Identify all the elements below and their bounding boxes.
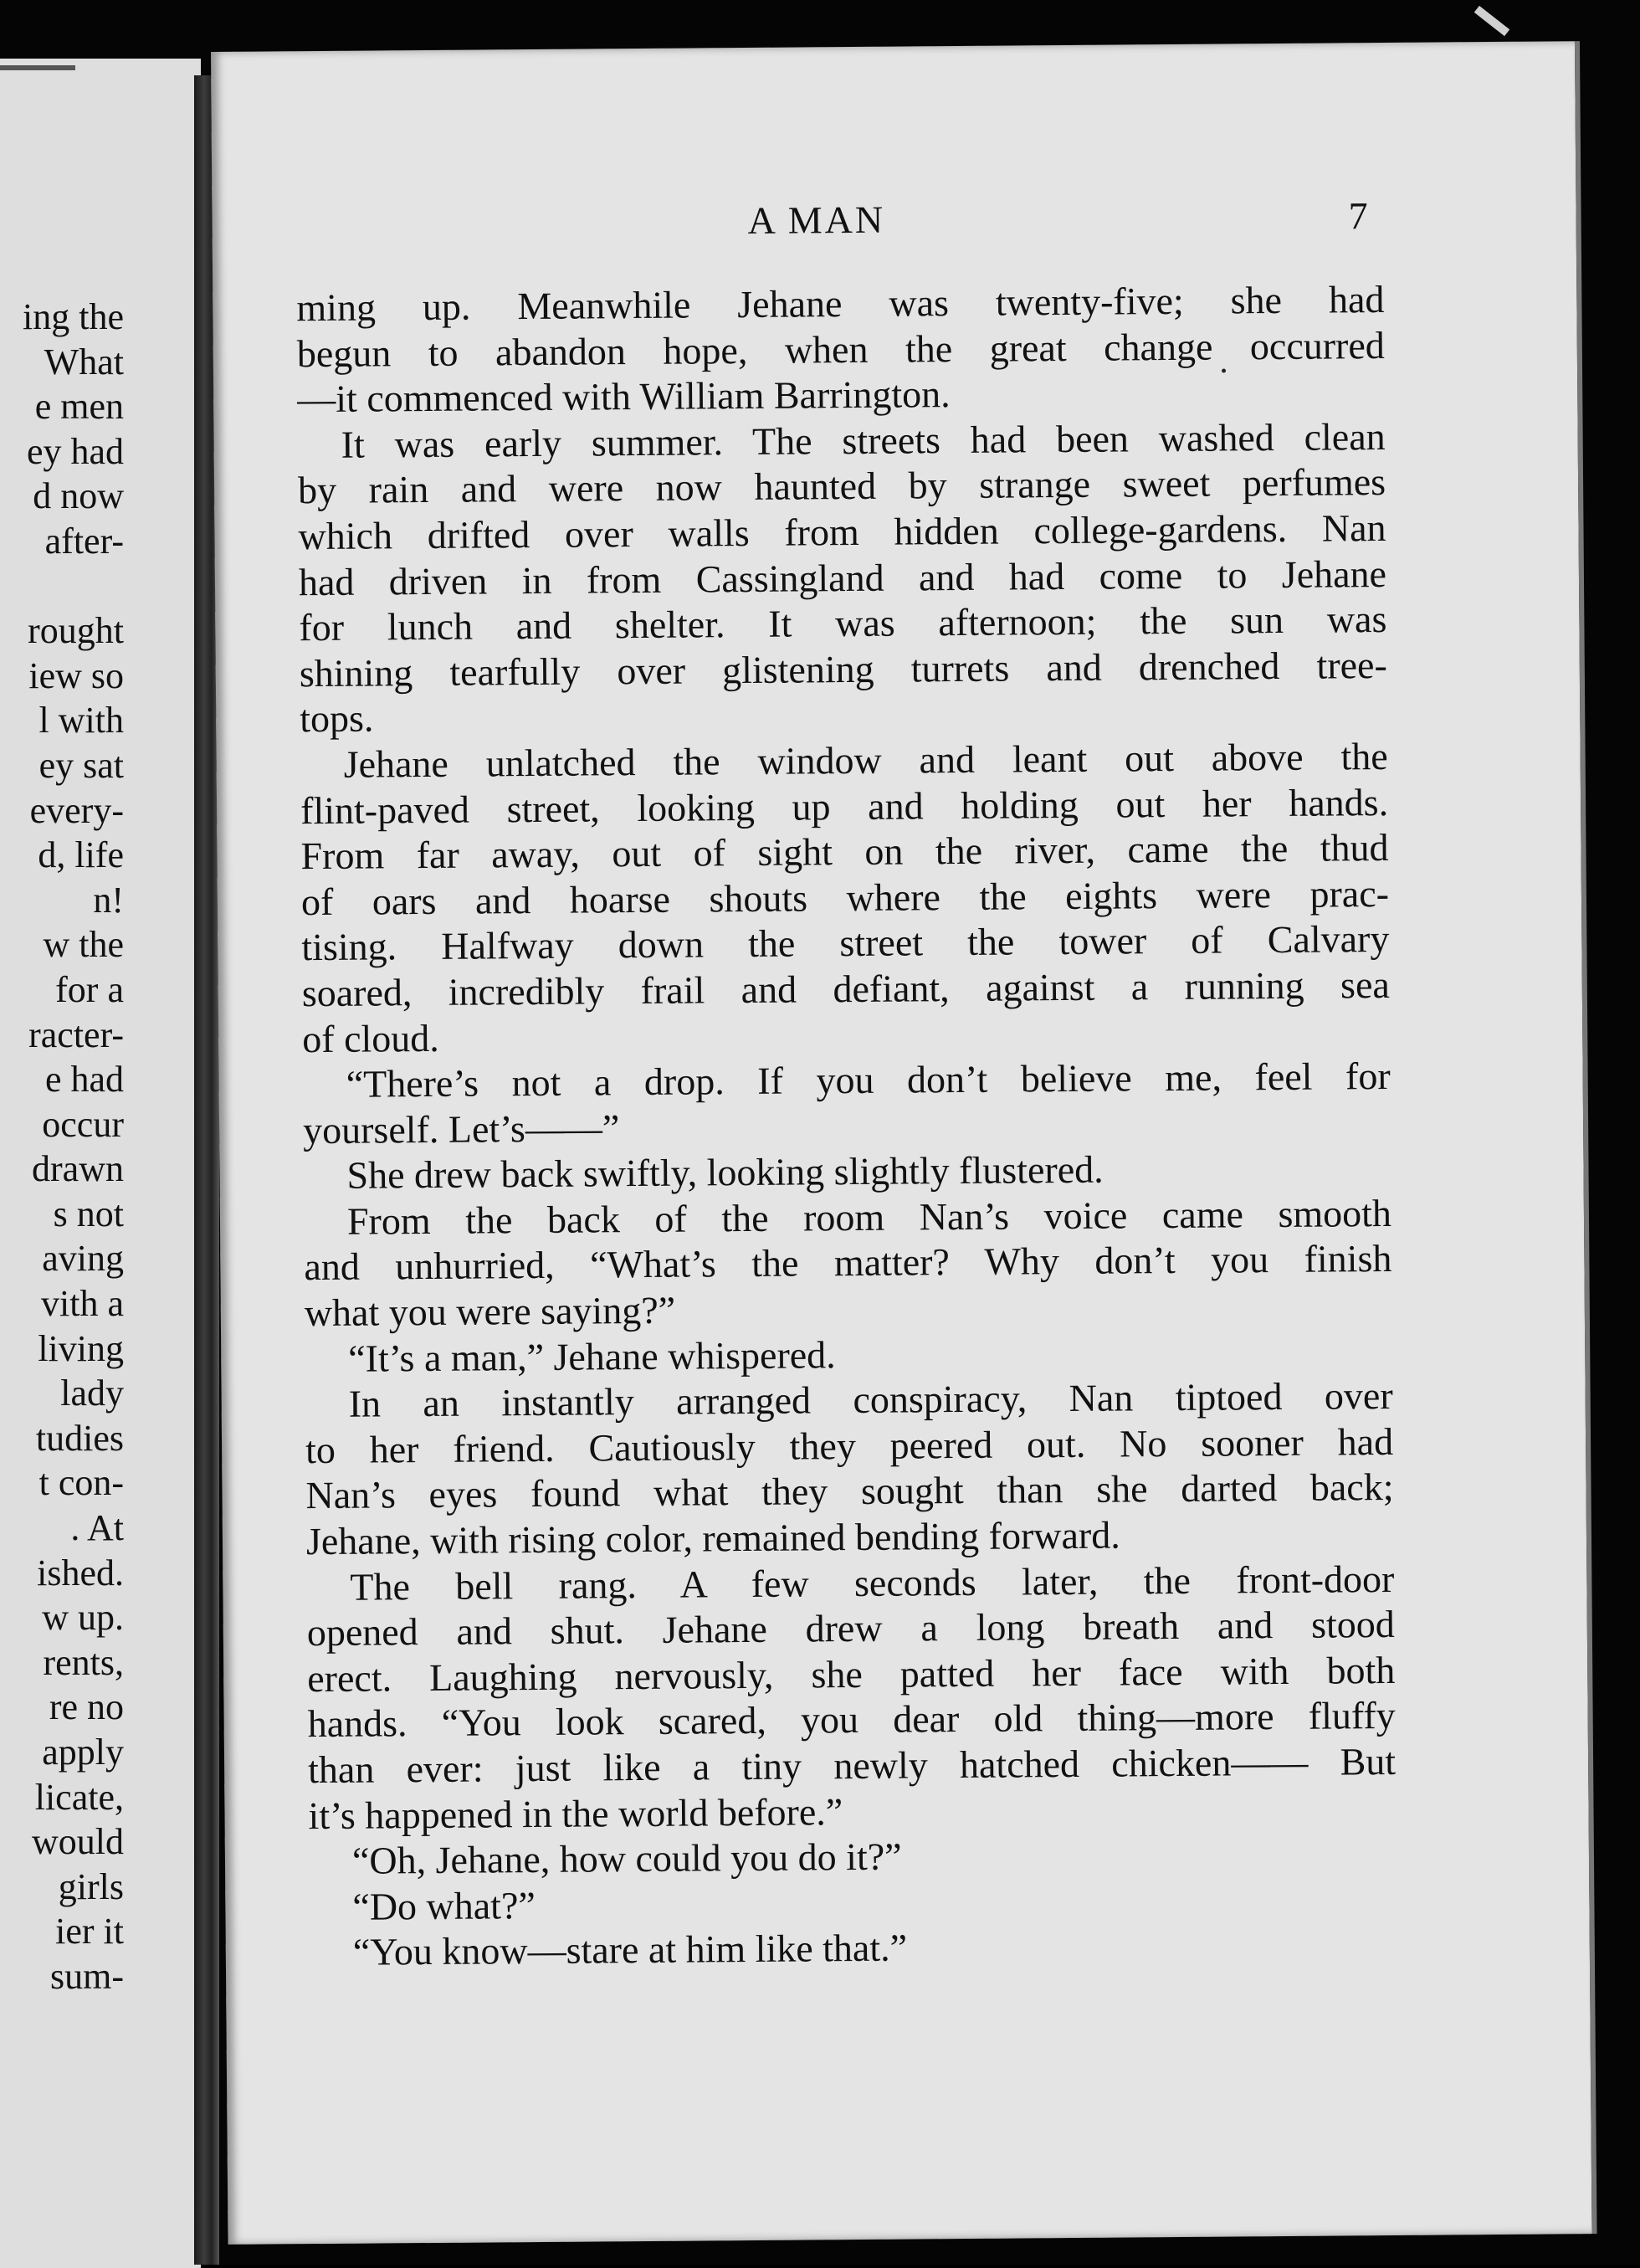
text-line: —it commenced with William Barrington. bbox=[297, 372, 951, 421]
previous-page-line: n! bbox=[93, 879, 124, 921]
previous-page-line: . At bbox=[70, 1507, 124, 1549]
previous-page-line: girls bbox=[58, 1865, 124, 1907]
text-line: ming up. Meanwhile Jehane was twenty-five; she had bbox=[296, 277, 1385, 330]
previous-page-line: would bbox=[32, 1821, 124, 1863]
text-line: Nan’s eyes found what they sought than she darted back; bbox=[305, 1465, 1394, 1517]
text-line: “You know—stare at him like that.” bbox=[352, 1926, 908, 1974]
text-line: by rain and were now haunted by strange sweet perfumes bbox=[297, 460, 1386, 512]
text-line: From far away, out of sight on the river, came the thud bbox=[300, 826, 1389, 878]
text-line: and unhurried, “What’s the matter? Why don’t you finish bbox=[304, 1237, 1392, 1289]
previous-page-line: drawn bbox=[32, 1148, 124, 1190]
body-text bbox=[296, 277, 1397, 1976]
previous-page-line: occur bbox=[42, 1103, 124, 1145]
text-line: of oars and hoarse shouts where the eights were prac- bbox=[300, 871, 1390, 923]
previous-page-fragment bbox=[0, 59, 201, 2268]
running-head: A MAN bbox=[747, 198, 886, 242]
previous-page-line: What bbox=[44, 341, 124, 382]
previous-page-line: vith a bbox=[41, 1283, 124, 1325]
text-line: flint-paved street, looking up and holding out her hands. bbox=[300, 780, 1389, 832]
text-line: Jehane unlatched the window and leant out above the bbox=[343, 734, 1388, 786]
previous-page-line: ished. bbox=[37, 1552, 124, 1593]
text-line: yourself. Let’s——” bbox=[302, 1106, 620, 1152]
previous-page-line: l with bbox=[38, 700, 124, 741]
previous-page-line: racter- bbox=[28, 1013, 124, 1055]
text-line: She drew back swiftly, looking slightly flustered. bbox=[346, 1147, 1104, 1198]
text-line: It was early summer. The streets had been washed clean bbox=[341, 414, 1386, 466]
previous-page-line bbox=[23, 564, 124, 609]
text-line: shining tearfully over glistening turrets and drenched tree- bbox=[299, 643, 1387, 695]
text-line: In an instantly arranged conspiracy, Nan tiptoed over bbox=[348, 1374, 1393, 1426]
previous-page-line: w the bbox=[43, 924, 124, 966]
previous-page-line: iew so bbox=[28, 654, 124, 696]
previous-page-line: ier it bbox=[55, 1911, 124, 1952]
text-line: “There’s not a drop. If you don’t believe me, feel for bbox=[346, 1054, 1391, 1106]
previous-page-line: sum- bbox=[50, 1955, 124, 1997]
previous-page-line: ing the bbox=[23, 296, 124, 337]
text-line: which drifted over walls from hidden college-gardens. Nan bbox=[298, 505, 1386, 558]
previous-page-line: re no bbox=[49, 1686, 124, 1728]
previous-page-line: every- bbox=[29, 789, 124, 831]
previous-page-rule bbox=[0, 65, 75, 70]
previous-page-text bbox=[23, 295, 124, 1999]
previous-page-line: apply bbox=[42, 1732, 124, 1773]
text-line: than ever: just like a tiny newly hatched chicken—— But bbox=[307, 1739, 1397, 1792]
previous-page-line: for a bbox=[55, 968, 124, 1010]
text-line: “Oh, Jehane, how could you do it?” bbox=[351, 1834, 902, 1882]
text-line: of cloud. bbox=[302, 1016, 439, 1060]
previous-page-line: ey had bbox=[26, 430, 124, 472]
book-page bbox=[211, 41, 1592, 2245]
previous-page-line: tudies bbox=[35, 1417, 124, 1459]
text-line: to her friend. Cautiously they peered out. No sooner had bbox=[305, 1419, 1394, 1472]
previous-page-line: living bbox=[38, 1327, 124, 1369]
previous-page-line: d now bbox=[33, 475, 124, 517]
previous-page-line: licate, bbox=[34, 1776, 124, 1818]
text-line: for lunch and shelter. It was afternoon; the sun was bbox=[299, 598, 1387, 649]
text-line: “It’s a man,” Jehane whispered. bbox=[348, 1332, 836, 1380]
previous-page-line: ey sat bbox=[38, 744, 124, 786]
previous-page-line: s not bbox=[53, 1193, 124, 1234]
text-line: it’s happened in the world before.” bbox=[308, 1789, 843, 1837]
previous-page-line: e had bbox=[44, 1059, 124, 1101]
text-line: From the back of the room Nan’s voice came smooth bbox=[346, 1191, 1392, 1243]
text-line: hands. “You look scared, you dear old thing—more fluffy bbox=[307, 1694, 1396, 1746]
previous-page-line: rought bbox=[28, 610, 124, 652]
previous-page-line: w up. bbox=[42, 1597, 124, 1639]
previous-page-line: aving bbox=[42, 1238, 124, 1280]
previous-page-line: rents, bbox=[43, 1641, 124, 1683]
text-line: tising. Halfway down the street the tower of Calvary bbox=[301, 917, 1390, 969]
page-number: 7 bbox=[1348, 194, 1368, 238]
text-line: The bell rang. A few seconds later, the front-door bbox=[350, 1557, 1395, 1609]
previous-page-line: e men bbox=[34, 386, 124, 428]
text-line: what you were saying?” bbox=[304, 1288, 676, 1335]
text-line: had driven in from Cassingland and had come to Jehane bbox=[298, 552, 1387, 603]
previous-page-line: lady bbox=[60, 1373, 124, 1414]
text-line: “Do what?” bbox=[352, 1883, 536, 1928]
previous-page-line: t con- bbox=[38, 1462, 124, 1504]
text-line: erect. Laughing nervously, she patted her face with both bbox=[307, 1648, 1396, 1700]
text-line: opened and shut. Jehane drew a long breath and stood bbox=[306, 1603, 1395, 1655]
text-line: Jehane, with rising color, remained bending forward. bbox=[305, 1513, 1120, 1563]
previous-page-line: d, life bbox=[38, 834, 124, 876]
previous-page-line: after- bbox=[44, 520, 124, 562]
text-line: soared, incredibly frail and defiant, against a running sea bbox=[301, 962, 1390, 1015]
text-line: tops. bbox=[300, 696, 374, 741]
text-line: begun to abandon hope, when the great change occurred bbox=[296, 323, 1385, 375]
